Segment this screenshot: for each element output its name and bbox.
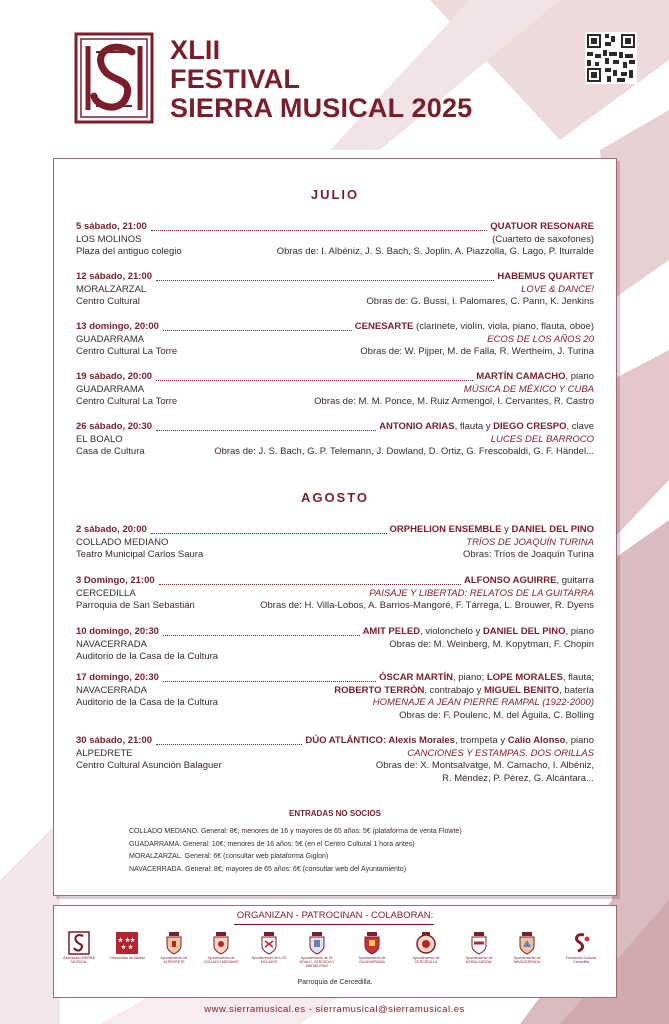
sponsor-alpedrete <box>154 931 194 964</box>
month-heading-agosto: AGOSTO <box>300 490 370 505</box>
event-works: Obras de: W. Pijper, M. de Falla, R. Wertheim, J. Turina <box>360 346 594 357</box>
event-works: Obras de: X. Montsalvatge, M. Camacho, I. Albéniz, <box>375 760 594 771</box>
event-performer-3-detail: , contrabajo y <box>424 684 484 696</box>
event-works: Obras de: M. Weinberg, M. Kopytman, F. Chopin <box>389 638 594 650</box>
event-performer-2-detail: , piano <box>565 735 594 746</box>
ticket-line: MORALZARZAL. General: 6€ (consultar web plataforma Giglon) <box>129 853 329 860</box>
sponsors-box <box>53 905 617 998</box>
program-card <box>53 158 617 896</box>
event-town: NAVACERRADA <box>76 684 147 696</box>
sponsor-caption: Ayuntamiento de NAVACERRADA <box>513 956 541 965</box>
event-performer: ALFONSO AGUIRRE <box>463 575 557 586</box>
event-performer: DÚO ATLÁNTICO: Alexis Morales <box>305 735 455 746</box>
event-agosto-1 <box>76 524 594 562</box>
event-town: LOS MOLINOS <box>76 233 142 245</box>
sponsor-caption: Ayuntamiento de LOS MOLINOS <box>251 956 287 965</box>
footer-contact[interactable]: www.sierramusical.es - sierramusical@sierramusical.es <box>204 1004 465 1015</box>
comunidad-madrid-icon <box>115 931 139 955</box>
event-performer-2: DIEGO CRESPO <box>493 421 567 432</box>
event-performer-4-detail: , batería <box>559 684 594 696</box>
event-venue: Casa de Cultura <box>76 446 145 457</box>
sponsor-guadarrama <box>352 931 392 964</box>
event-agosto-4 <box>76 672 594 722</box>
tickets-heading: ENTRADAS NO SOCIOS <box>288 809 381 818</box>
event-performer: ANTONIO ARIAS <box>379 421 455 432</box>
event-venue: Centro Cultural La Torre <box>76 396 178 407</box>
event-performer-2-detail: , clave <box>566 421 594 432</box>
sponsor-caption: Ayuntamiento de MORALZARZAL <box>465 956 493 965</box>
event-venue: Centro Cultural Asunción Balaguer <box>76 760 222 771</box>
event-performer: QUATUOR RESONARE <box>490 221 594 232</box>
tickets-list <box>129 826 462 876</box>
event-venue: Parroquia de San Sebastián <box>76 600 195 611</box>
event-venue: Teatro Municipal Carlos Saura <box>76 549 204 560</box>
event-performer-detail: , trompeta y <box>454 735 508 746</box>
ticket-line: NAVACERRADA. General: 8€; mayores de 65 años: 6€ (consultar web del Ayuntamiento) <box>129 865 407 873</box>
sponsor-fundacion-cercedilla <box>561 931 601 964</box>
event-date: 13 domingo, 20:00 <box>76 321 159 332</box>
event-works: Obras de: G. Bussi, I. Palomares, C. Pann, K. Jenkins <box>366 296 594 307</box>
event-works: Obras de: M. M. Ponce, M. Ruiz Armengol, I. Cervantes, R. Castro <box>314 396 594 407</box>
crest-icon <box>212 931 230 955</box>
event-performer-detail: y <box>501 524 512 535</box>
event-date: 30 sábado, 21:00 <box>76 735 153 746</box>
event-works: Obras de: J. S. Bach, G. P. Telemann, J. Dowland, D. Ortiz, G. Frescobaldi, G. F. Händel... <box>214 446 594 457</box>
title-festival: FESTIVAL <box>170 64 301 94</box>
event-town: GUADARRAMA <box>76 383 145 395</box>
event-performer-detail: , violonchelo y <box>420 626 483 637</box>
event-program-title: HOMENAJE A JEAN PIERRE RAMPAL (1922-2000) <box>372 697 594 708</box>
sponsor-asociacion <box>59 931 99 964</box>
event-performer: ORPHELION ENSEMBLE <box>389 524 502 535</box>
event-performer-detail: , flauta y <box>454 421 494 432</box>
event-date: 2 sábado, 20:00 <box>76 524 147 535</box>
sponsors-footnote: Parroquia de Cercedilla. <box>297 979 373 986</box>
event-program-title: TRÍOS DE JOAQUÍN TURINA <box>466 536 594 548</box>
event-performer-2: DANIEL DEL PINO <box>482 626 566 637</box>
sponsor-cercedilla <box>406 931 446 964</box>
festival-title <box>170 36 472 123</box>
fundacion-logo-icon <box>570 931 592 955</box>
event-date: 17 domingo, 20:30 <box>76 672 159 683</box>
sponsor-el-boalo <box>297 931 337 969</box>
event-venue: Centro Cultural <box>76 296 140 307</box>
event-julio-2 <box>76 271 594 309</box>
event-town: COLLADO MEDIANO <box>76 536 169 548</box>
event-program-title: MÚSICA DE MÉXICO Y CUBA <box>463 383 594 395</box>
event-performer-2: DANIEL DEL PINO <box>511 524 594 535</box>
event-venue: Auditorio de la Casa de la Cultura <box>76 651 219 662</box>
sponsor-collado-mediano <box>201 931 241 964</box>
sponsor-caption: Asociación SIERRA MUSICAL <box>63 956 95 965</box>
event-date: 12 sábado, 21:00 <box>76 271 153 282</box>
sponsor-caption: Comunidad de Madrid <box>109 956 145 960</box>
crest-icon <box>260 931 278 955</box>
event-works: Obras de: I. Albéniz, J. S. Bach, S. Joplin, A. Piazzolla, G. Lago, P. Iturralde <box>276 246 594 257</box>
sponsor-caption: Ayuntamiento de GUADARRAMA <box>358 956 386 965</box>
event-performer: AMIT PELED <box>362 626 421 637</box>
event-works: Obras: Tríos de Joaquín Turina <box>463 549 594 560</box>
event-performer-2: LOPE MORALES <box>486 672 563 683</box>
event-date: 10 domingo, 20:30 <box>76 626 159 637</box>
event-works-continued: R. Méndez, P. Pérez, G. Alcántara... <box>442 772 594 784</box>
event-performer: ÓSCAR MARTÍN <box>379 672 453 683</box>
event-performer-2-detail: , piano <box>565 626 594 637</box>
sponsor-caption: Ayuntamiento de EL BOALO, CERCEDA Y MATAELPINO <box>299 956 335 969</box>
event-performer-3: ROBERTO TERRÓN <box>334 684 425 696</box>
event-town: EL BOALO <box>76 433 123 445</box>
event-julio-4 <box>76 371 594 409</box>
title-edition: XLII <box>170 35 221 65</box>
event-program-title: CANCIONES Y ESTAMPAS. DOS ORILLAS <box>407 747 594 759</box>
event-julio-3 <box>76 321 594 359</box>
event-works: Obras de: H. Villa-Lobos, A. Barrios-Mangoré, F. Tárrega, L. Brouwer, R. Dyens <box>260 600 594 611</box>
event-venue: Auditorio de la Casa de la Cultura <box>76 697 219 708</box>
crest-icon <box>308 931 326 955</box>
crest-icon <box>363 931 381 955</box>
sponsor-caption: Ayuntamiento de COLLADO MEDIANO <box>203 956 239 965</box>
event-subtitle: (Cuarteto de saxofones) <box>492 233 594 245</box>
event-performer-detail: , piano <box>565 371 594 382</box>
event-venue: Plaza del antiguo colegio <box>76 246 182 257</box>
ticket-line: GUADARRAMA. General: 10€; menores de 16 años: 5€ (en el Centro Cultural 1 hora antes) <box>129 840 415 848</box>
event-performer: HABEMUS QUARTET <box>497 271 594 282</box>
event-works: Obras de: F. Poulenc, M. del Águila, C. Bolling <box>399 709 594 721</box>
event-program-title: LOVE & DANCE! <box>521 283 594 295</box>
event-town: CERCEDILLA <box>76 587 136 599</box>
event-performer-2: Calio Alonso <box>507 735 566 746</box>
asociacion-logo-icon <box>68 931 90 955</box>
event-town: GUADARRAMA <box>76 333 145 345</box>
event-performer-4: MIGUEL BENITO <box>484 684 560 696</box>
sponsor-comunidad <box>107 931 147 960</box>
event-performer-detail: , piano; <box>453 672 487 683</box>
event-town: MORALZARZAL <box>76 283 147 295</box>
title-name: SIERRA MUSICAL 2025 <box>170 93 473 123</box>
event-agosto-2 <box>76 575 594 613</box>
sponsor-caption: Ayuntamiento de ALPEDRETE <box>160 956 188 965</box>
event-date: 3 Domingo, 21:00 <box>76 575 155 586</box>
event-julio-5 <box>76 421 594 459</box>
sponsors-heading: ORGANIZAN - PATROCINAN - COLABORAN: <box>236 910 434 921</box>
ticket-line: COLLADO MEDIANO. General: 8€; menores de 16 y mayores de 65 años: 5€ (plataforma de venta Flowte) <box>129 828 462 835</box>
event-agosto-3 <box>76 626 594 664</box>
event-date: 19 sábado, 20:00 <box>76 371 153 382</box>
sponsor-navacerrada <box>507 931 547 964</box>
event-agosto-5 <box>76 735 594 785</box>
event-date: 26 sábado, 20:30 <box>76 421 153 432</box>
event-program-title: ECOS DE LOS AÑOS 20 <box>487 333 594 345</box>
event-venue: Centro Cultural La Torre <box>76 346 178 357</box>
crest-icon <box>518 931 536 955</box>
event-performer-detail: , guitarra <box>556 575 594 586</box>
event-julio-1 <box>76 221 594 259</box>
event-performer-detail: (clarinete, violín, viola, piano, flauta, oboe) <box>413 321 594 332</box>
event-performer: CENESARTE <box>354 321 414 332</box>
event-town: ALPEDRETE <box>76 747 133 759</box>
event-performer-2-detail: , flauta; <box>562 672 594 683</box>
crest-icon <box>415 931 437 955</box>
crest-icon <box>165 931 183 955</box>
sponsor-caption: Ayuntamiento de CERCEDILLA <box>412 956 440 965</box>
qr-code-icon[interactable] <box>585 32 637 84</box>
event-date: 5 sábado, 21:00 <box>76 221 147 232</box>
event-program-title: LUCES DEL BARROCO <box>490 433 594 445</box>
sponsor-moralzarzal <box>459 931 499 964</box>
event-performer: MARTÍN CAMACHO <box>476 371 566 382</box>
sponsor-los-molinos <box>249 931 289 964</box>
month-heading-julio: JULIO <box>310 187 360 202</box>
sierra-musical-logo <box>74 32 154 124</box>
crest-icon <box>470 931 488 955</box>
event-town: NAVACERRADA <box>76 638 147 650</box>
event-program-title: PAISAJE Y LIBERTAD: RELATOS DE LA GUITARRA <box>369 587 594 599</box>
sponsor-caption: Fundación Cultural Cercedilla <box>565 956 597 965</box>
